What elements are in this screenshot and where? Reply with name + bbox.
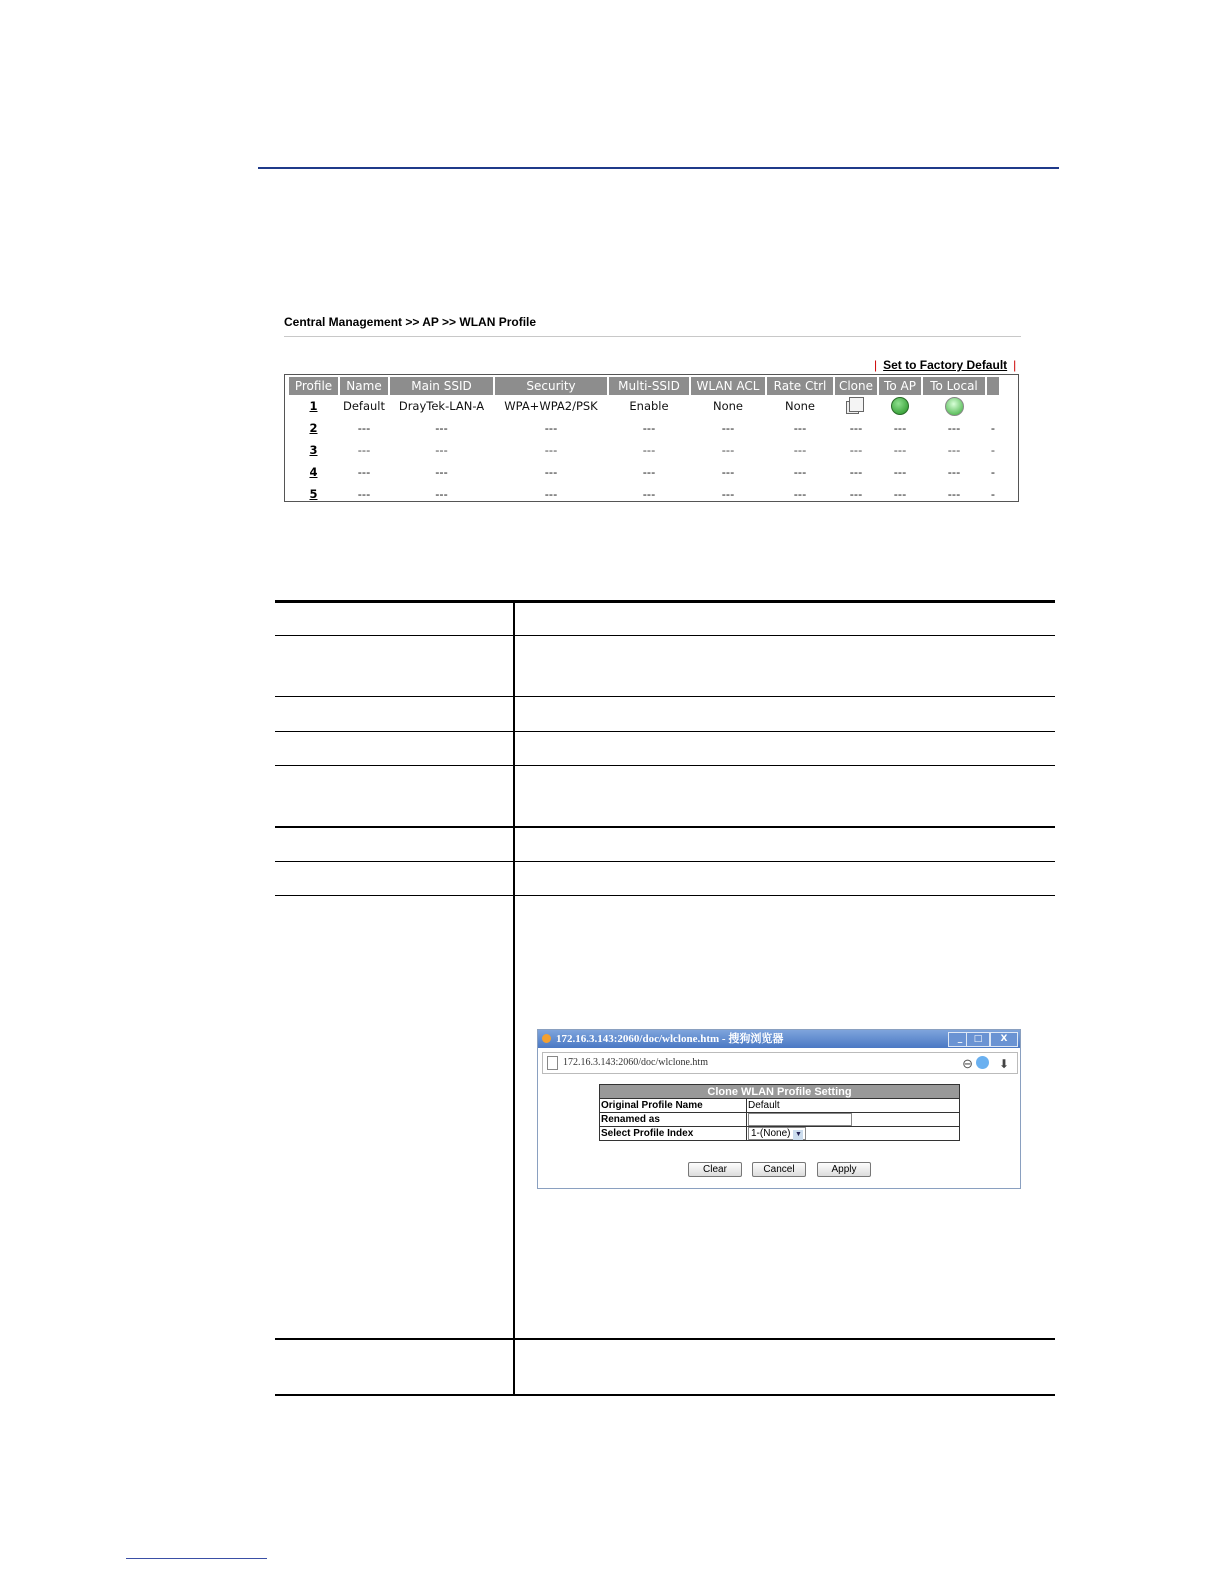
cell-name: --- [357, 465, 371, 479]
profile-link-2[interactable]: 2 [309, 421, 318, 435]
chevron-down-icon: ▼ [795, 1131, 802, 1138]
cell-clone: --- [849, 443, 863, 457]
header-to-ap: To AP [879, 377, 921, 395]
header-wlan-acl: WLAN ACL [691, 377, 765, 395]
cancel-button[interactable]: Cancel [752, 1162, 806, 1177]
table-row [289, 483, 999, 505]
breadcrumb-divider [284, 336, 1021, 337]
cell-ssid: --- [435, 465, 448, 479]
row-divider [275, 696, 1055, 697]
original-profile-value: Default [747, 1099, 960, 1113]
profile-link-4[interactable]: 4 [309, 465, 318, 479]
cell-to-ap: --- [893, 421, 907, 435]
cell-extra: - [990, 487, 996, 501]
cell-ssid: DrayTek-LAN-A [398, 399, 485, 413]
cell-wlan-acl: --- [721, 487, 735, 501]
cell-to-local: --- [947, 487, 961, 501]
header-multi-ssid: Multi-SSID [609, 377, 689, 395]
cell-to-ap: --- [893, 465, 907, 479]
profile-index-label: Select Profile Index [600, 1127, 747, 1141]
address-bar[interactable] [542, 1052, 1018, 1074]
footer-rule [126, 1558, 267, 1559]
profile-index-select[interactable] [748, 1127, 806, 1140]
original-profile-label: Original Profile Name [600, 1099, 747, 1113]
row-divider [275, 635, 1055, 636]
close-button[interactable]: X [990, 1032, 1018, 1047]
cell-rate-ctrl: --- [793, 487, 807, 501]
cell-multi-ssid: --- [642, 443, 656, 457]
cell-rate-ctrl: --- [793, 465, 807, 479]
cell-security: --- [544, 487, 558, 501]
to-ap-icon[interactable] [891, 397, 909, 415]
table-top-rule [275, 600, 1055, 603]
page-icon [547, 1056, 558, 1070]
cell-security: --- [544, 443, 558, 457]
cell-to-ap: --- [893, 443, 907, 457]
cell-multi-ssid: Enable [629, 399, 669, 413]
header-profile: Profile [289, 377, 338, 395]
row-divider [275, 826, 1055, 828]
row-divider [275, 895, 1055, 896]
description-table [275, 600, 1055, 1396]
table-row [289, 461, 999, 483]
breadcrumb: Central Management >> AP >> WLAN Profile [284, 315, 537, 329]
cell-ssid: --- [435, 487, 448, 501]
browser-icon [542, 1034, 551, 1043]
apply-button[interactable]: Apply [817, 1162, 871, 1177]
cell-wlan-acl: --- [721, 443, 735, 457]
renamed-as-input[interactable] [748, 1113, 852, 1126]
cell-rate-ctrl: --- [793, 443, 807, 457]
address-url: 172.16.3.143:2060/doc/wlclone.htm [563, 1057, 708, 1068]
profile-link-3[interactable]: 3 [309, 443, 318, 457]
header-main-ssid: Main SSID [390, 377, 493, 395]
set-factory-default-link[interactable]: Set to Factory Default [883, 358, 1008, 372]
header-security: Security [495, 377, 607, 395]
cell-clone: --- [849, 465, 863, 479]
cell-ssid: --- [435, 443, 448, 457]
cell-name: Default [342, 399, 386, 413]
clear-button[interactable]: Clear [688, 1162, 742, 1177]
profile-link-5[interactable]: 5 [309, 487, 318, 501]
minimize-button[interactable]: _ [948, 1032, 972, 1047]
cell-rate-ctrl: None [784, 399, 815, 413]
wlan-profile-table [287, 377, 1001, 505]
cell-multi-ssid: --- [642, 421, 656, 435]
window-title: 172.16.3.143:2060/doc/wlclone.htm - 搜狗浏览器 [556, 1033, 784, 1045]
cell-multi-ssid: --- [642, 487, 656, 501]
cell-name: --- [357, 421, 371, 435]
renamed-as-label: Renamed as [600, 1113, 747, 1127]
profile-link-1[interactable]: 1 [309, 399, 318, 413]
header-extra [987, 377, 999, 395]
cell-extra: - [990, 465, 996, 479]
cell-ssid: --- [435, 421, 448, 435]
wlan-profile-table-frame [284, 374, 1019, 502]
cell-clone: --- [849, 487, 863, 501]
row-divider [275, 765, 1055, 766]
cell-wlan-acl: --- [721, 421, 735, 435]
cell-extra: - [990, 421, 996, 435]
table-row [289, 439, 999, 461]
cell-security: --- [544, 421, 558, 435]
cell-multi-ssid: --- [642, 465, 656, 479]
separator-left: | [874, 358, 878, 372]
clone-icon[interactable] [849, 397, 864, 412]
table-bottom-rule [275, 1394, 1055, 1396]
header-to-local: To Local [923, 377, 985, 395]
clone-dialog-window [537, 1029, 1021, 1189]
window-titlebar [538, 1030, 1020, 1048]
cell-to-local: --- [947, 465, 961, 479]
cell-wlan-acl: --- [721, 465, 735, 479]
header-rate-ctrl: Rate Ctrl [767, 377, 833, 395]
to-local-icon[interactable] [945, 397, 964, 416]
top-rule [258, 167, 1059, 169]
cell-name: --- [357, 487, 371, 501]
cell-rate-ctrl: --- [793, 421, 807, 435]
column-divider [513, 600, 515, 1396]
separator-right: | [1013, 358, 1017, 372]
profile-index-value: 1-(None) [751, 1128, 791, 1139]
row-divider [275, 731, 1055, 732]
cell-to-ap: --- [893, 487, 907, 501]
cell-clone: --- [849, 421, 863, 435]
table-row [289, 417, 999, 439]
factory-default-bar [868, 358, 1022, 372]
clone-settings-table [599, 1084, 960, 1141]
cell-to-local: --- [947, 421, 961, 435]
row-divider [275, 861, 1055, 862]
maximize-button[interactable]: □ [966, 1032, 990, 1047]
cell-extra: - [990, 443, 996, 457]
clone-table-title: Clone WLAN Profile Setting [600, 1085, 960, 1099]
cell-wlan-acl: None [712, 399, 743, 413]
row-divider [275, 1338, 1055, 1340]
download-icon[interactable]: ⬇ [998, 1057, 1009, 1071]
cell-security: WPA+WPA2/PSK [504, 399, 598, 413]
cell-to-local: --- [947, 443, 961, 457]
header-name: Name [340, 377, 388, 395]
security-icon[interactable] [976, 1056, 989, 1069]
header-clone: Clone [835, 377, 877, 395]
table-row [289, 395, 999, 417]
zoom-icon[interactable]: ⊖ [962, 1056, 973, 1071]
cell-name: --- [357, 443, 371, 457]
cell-security: --- [544, 465, 558, 479]
